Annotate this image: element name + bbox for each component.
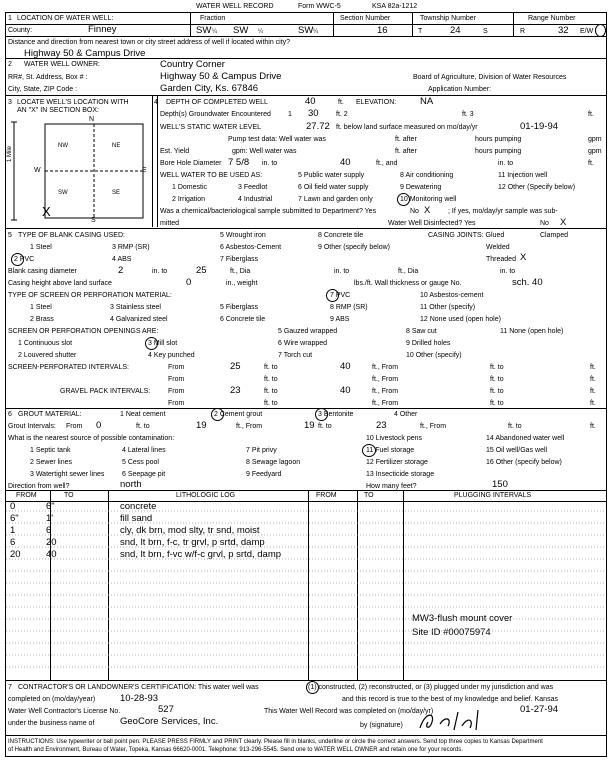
grout-label: GROUT MATERIAL: xyxy=(18,411,82,418)
contam-fuel-storage: 11 Fuel storage xyxy=(366,447,415,454)
perf-to: 40 xyxy=(340,361,351,372)
distance-label: Distance and direction from nearest town or city street address of well if located within city? xyxy=(8,39,291,46)
log-note-cover: MW3-flush mount cover xyxy=(412,613,513,624)
certification-text: CONTRACTOR'S OR LANDOWNER'S CERTIFICATION: This water well was xyxy=(18,684,259,691)
bore-value: 7 5/8 xyxy=(228,157,250,168)
grout-cement: 2 Cement grout xyxy=(214,411,263,418)
depth-label: DEPTH OF COMPLETED WELL xyxy=(166,99,268,106)
owner-value: Country Corner xyxy=(160,59,225,70)
signature-mark xyxy=(420,710,478,730)
range-label: Range Number xyxy=(528,15,576,22)
static-value: 27.72 xyxy=(306,121,330,132)
elevation-label: ELEVATION: xyxy=(356,99,397,106)
log-header-from: FROM xyxy=(16,492,37,499)
form-title: WATER WELL RECORD xyxy=(196,3,274,10)
signature-label: by (signature) xyxy=(360,722,403,729)
groundwater-label: Depth(s) Groundwater Encountered xyxy=(160,111,271,118)
section-number-label: Section Number xyxy=(340,15,391,22)
city-label: City, State, ZIP Code : xyxy=(8,86,77,93)
disinfected-label: Water Well Disinfected? Yes xyxy=(388,220,476,227)
disinfected-x: X xyxy=(560,217,567,228)
fraction-2: SW xyxy=(233,25,249,36)
fraction-1: SW xyxy=(196,25,212,36)
north-label: N xyxy=(89,116,95,123)
record-date: 01-27-94 xyxy=(520,704,559,715)
mile-label: 1 Mile xyxy=(7,145,13,162)
casing-height: 0 xyxy=(186,277,192,288)
range-value: 32 xyxy=(558,25,569,36)
s5-num: 5 xyxy=(8,232,12,239)
s2-label: WATER WELL OWNER: xyxy=(24,61,100,68)
log-header-to2: TO xyxy=(364,492,374,499)
feet-label: How many feet? xyxy=(366,483,417,490)
grout-interval-label: Grout Intervals: xyxy=(8,423,56,430)
log-note-site-id: Site ID #00075974 xyxy=(412,627,491,638)
grout-to-2: 23 xyxy=(376,420,387,431)
static-label: WELL'S STATIC WATER LEVEL xyxy=(160,124,262,131)
gauge-value: sch. 40 xyxy=(512,277,543,288)
se-label: SE xyxy=(112,190,121,196)
s7-num: 7 xyxy=(8,684,12,691)
use-label: WELL WATER TO BE USED AS: xyxy=(160,172,263,179)
section-grid xyxy=(11,122,143,220)
depth-value: 40 xyxy=(305,96,316,107)
form-number: Form WWC-5 xyxy=(298,3,341,10)
sw-label: SW xyxy=(58,190,68,196)
gravel-label: GRAVEL PACK INTERVALS: xyxy=(60,388,151,395)
ew-value: E/W xyxy=(580,28,594,35)
s1-label: LOCATION OF WATER WELL: xyxy=(17,15,114,22)
grout-from-2: 19 xyxy=(304,420,315,431)
casing-diameter: 2 xyxy=(118,265,124,276)
screen-pvc: 7 PVC xyxy=(330,292,351,299)
casing-label: TYPE OF BLANK CASING USED: xyxy=(18,232,125,239)
fraction-label: Fraction xyxy=(200,15,226,22)
casing-depth: 25 xyxy=(196,265,207,276)
screen-material-label: TYPE OF SCREEN OR PERFORATION MATERIAL: xyxy=(8,292,172,299)
gravel-from: 23 xyxy=(230,385,241,396)
use-monitoring-well: 10 Monitoring well xyxy=(400,196,457,203)
instructions-line-2: of Health and Environment, Bureau of Water, Topeka, Kansas 66620-0001. Telephone: 913-296-5545. Send one to WATER WELL OWNER and retain one for your records. xyxy=(8,747,463,753)
s2-num: 2 xyxy=(8,61,12,68)
perf-from: 25 xyxy=(230,361,241,372)
s3-label-1: LOCATE WELL'S LOCATION WITH xyxy=(17,99,129,106)
address-value: Highway 50 & Campus Drive xyxy=(160,71,282,82)
fraction-3: SW xyxy=(298,25,314,36)
city-value: Garden City, Ks. 67846 xyxy=(160,83,259,94)
completed-date: 10-28-93 xyxy=(120,693,159,704)
ksa-ref: KSA 82a-1212 xyxy=(372,3,418,10)
chem-label: Was a chemical/bacteriological sample submitted to Department? Yes xyxy=(160,208,377,215)
nw-label: NW xyxy=(58,143,68,149)
gravel-to: 40 xyxy=(340,385,351,396)
casing-joints-label: CASING JOINTS: Glued xyxy=(428,232,505,239)
license-value: 527 xyxy=(158,704,174,715)
grout-bentonite: 3 Bentonite xyxy=(318,411,354,418)
grout-to-1: 19 xyxy=(196,420,207,431)
chem-x: X xyxy=(424,205,431,216)
s3-label-2: AN "X" IN SECTION BOX: xyxy=(17,107,99,114)
south-label: S xyxy=(91,217,96,224)
license-label: Water Well Contractor's License No. xyxy=(8,708,121,715)
west-label: W xyxy=(34,167,41,174)
s1-num: 1 xyxy=(8,15,12,22)
feet-value: 150 xyxy=(492,479,508,490)
log-header-to: TO xyxy=(64,492,74,499)
s6-num: 6 xyxy=(8,411,12,418)
cert-options: (1) constructed, (2) reconstructed, or (3) plugged under my jurisdiction and was xyxy=(308,684,554,691)
east-label: E xyxy=(142,167,147,174)
s3-num: 3 xyxy=(8,99,12,106)
business-label: under the business name of xyxy=(8,720,95,727)
log-dotted-rows xyxy=(6,511,606,667)
log-header-lith: LITHOLOGIC LOG xyxy=(176,492,236,499)
township-label: Township Number xyxy=(420,15,477,22)
township-value: 24 xyxy=(450,25,461,36)
perf-label: SCREEN-PERFORATED INTERVALS: xyxy=(8,364,129,371)
county-label: County: xyxy=(8,27,33,34)
board-label: Board of Agriculture, Division of Water Resources xyxy=(413,74,567,81)
application-label: Application Number: xyxy=(428,86,492,93)
distance-value: Highway 50 & Campus Drive xyxy=(24,48,146,59)
casing-diameter-label: Blank casing diameter xyxy=(8,268,77,275)
casing-pvc: 2 PVC xyxy=(14,256,35,263)
bore-depth: 40 xyxy=(340,157,351,168)
grout-from-1: 0 xyxy=(96,420,102,431)
section-value: 16 xyxy=(377,25,388,36)
address-label: RR#, St. Address, Box # : xyxy=(8,74,88,81)
log-header-from2: FROM xyxy=(316,492,337,499)
ne-label: NE xyxy=(112,143,121,149)
s4-num: 4 xyxy=(154,99,158,106)
groundwater-value: 30 xyxy=(308,108,319,119)
direction-value: north xyxy=(120,479,142,490)
opening-mill-slot: 3 Mill slot xyxy=(148,340,178,347)
completed-label: completed on (mo/day/year) xyxy=(8,696,96,703)
business-value: GeoCore Services, Inc. xyxy=(120,716,219,727)
casing-height-label: Casing height above land surface xyxy=(8,280,112,287)
contamination-label: What is the nearest source of possible contamination: xyxy=(8,435,175,442)
instructions-line-1: INSTRUCTIONS: Use typewriter or ball point pen. PLEASE PRESS FIRMLY and PRINT clearly. Please fill in blanks, underline or circle the correct answers. Send top three copies to Kansas Department xyxy=(8,739,543,745)
log-header-plug: PLUGGING INTERVALS xyxy=(454,492,532,499)
bore-label: Bore Hole Diameter xyxy=(160,160,222,167)
county-value: Finney xyxy=(88,24,117,35)
direction-label: Direction from well? xyxy=(8,483,70,490)
well-x-mark: X xyxy=(42,204,51,219)
elevation-value: NA xyxy=(420,96,434,107)
threaded-x: X xyxy=(520,252,527,263)
openings-label: SCREEN OR PERFORATION OPENINGS ARE: xyxy=(8,328,159,335)
static-date: 01-19-94 xyxy=(520,121,559,132)
